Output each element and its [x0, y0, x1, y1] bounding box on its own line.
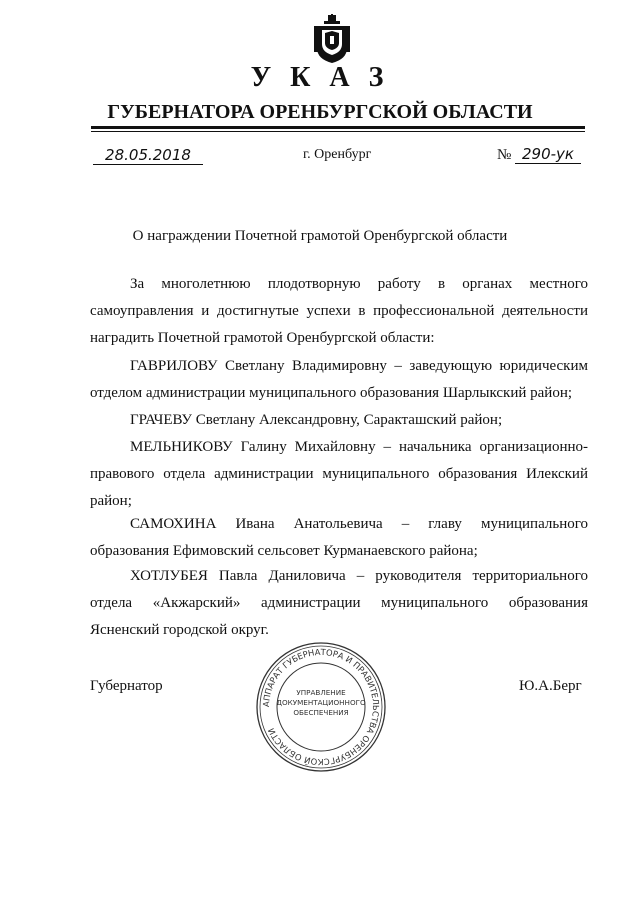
awardee-paragraph: МЕЛЬНИКОВУ Галину Михайловну – начальника организационно-правового отдела администрации муниципального образования Илекский район;	[90, 439, 588, 509]
document-subject: О награждении Почетной грамотой Оренбургской области	[132, 228, 508, 244]
seal-inner-line: УПРАВЛЕНИЕ	[296, 688, 346, 697]
document-date: 28.05.2018	[93, 146, 203, 165]
coat-of-arms-icon	[313, 14, 351, 64]
seal-inner-line: ОБЕСПЕЧЕНИЯ	[293, 708, 349, 717]
header-rule-thick	[91, 126, 585, 129]
seal-inner-line: ДОКУМЕНТАЦИОННОГО	[276, 698, 366, 707]
number-sign: №	[497, 147, 512, 163]
awardee-paragraph: ГРАЧЕВУ Светлану Александровну, Саракташский район;	[130, 412, 503, 428]
issuer-heading: ГУБЕРНАТОРА ОРЕНБУРГСКОЙ ОБЛАСТИ	[107, 101, 533, 123]
document-type-title: У К А З	[250, 62, 390, 93]
official-seal	[254, 640, 388, 774]
awardee-paragraph: ГАВРИЛОВУ Светлану Владимировну – заведующую юридическим отделом администрации муниципального образования Шарлыкский район;	[90, 358, 588, 401]
awardee-paragraph: САМОХИНА Ивана Анатольевича – главу муниципального образования Ефимовский сельсовет Курманаевского района;	[90, 516, 588, 559]
signer-name: Ю.А.Берг	[519, 678, 582, 694]
awardee-paragraph: ХОТЛУБЕЯ Павла Даниловича – руководителя территориального отдела «Акжарский» администрации муниципального образования Ясненский городской округ.	[90, 568, 588, 638]
seal-outer-text: АППАРАТ ГУБЕРНАТОРА И ПРАВИТЕЛЬСТВА ОРЕНБУРГСКОЙ ОБЛАСТИ	[260, 646, 382, 768]
header-rule-thin	[91, 131, 585, 132]
document-number: 290-ук	[515, 145, 581, 164]
intro-paragraph: За многолетнюю плодотворную работу в органах местного самоуправления и достигнутые успехи в профессиональной деятельности наградить Почетной грамотой Оренбургской области:	[90, 276, 588, 346]
signer-title: Губернатор	[90, 678, 163, 694]
document-city: г. Оренбург	[303, 147, 372, 162]
